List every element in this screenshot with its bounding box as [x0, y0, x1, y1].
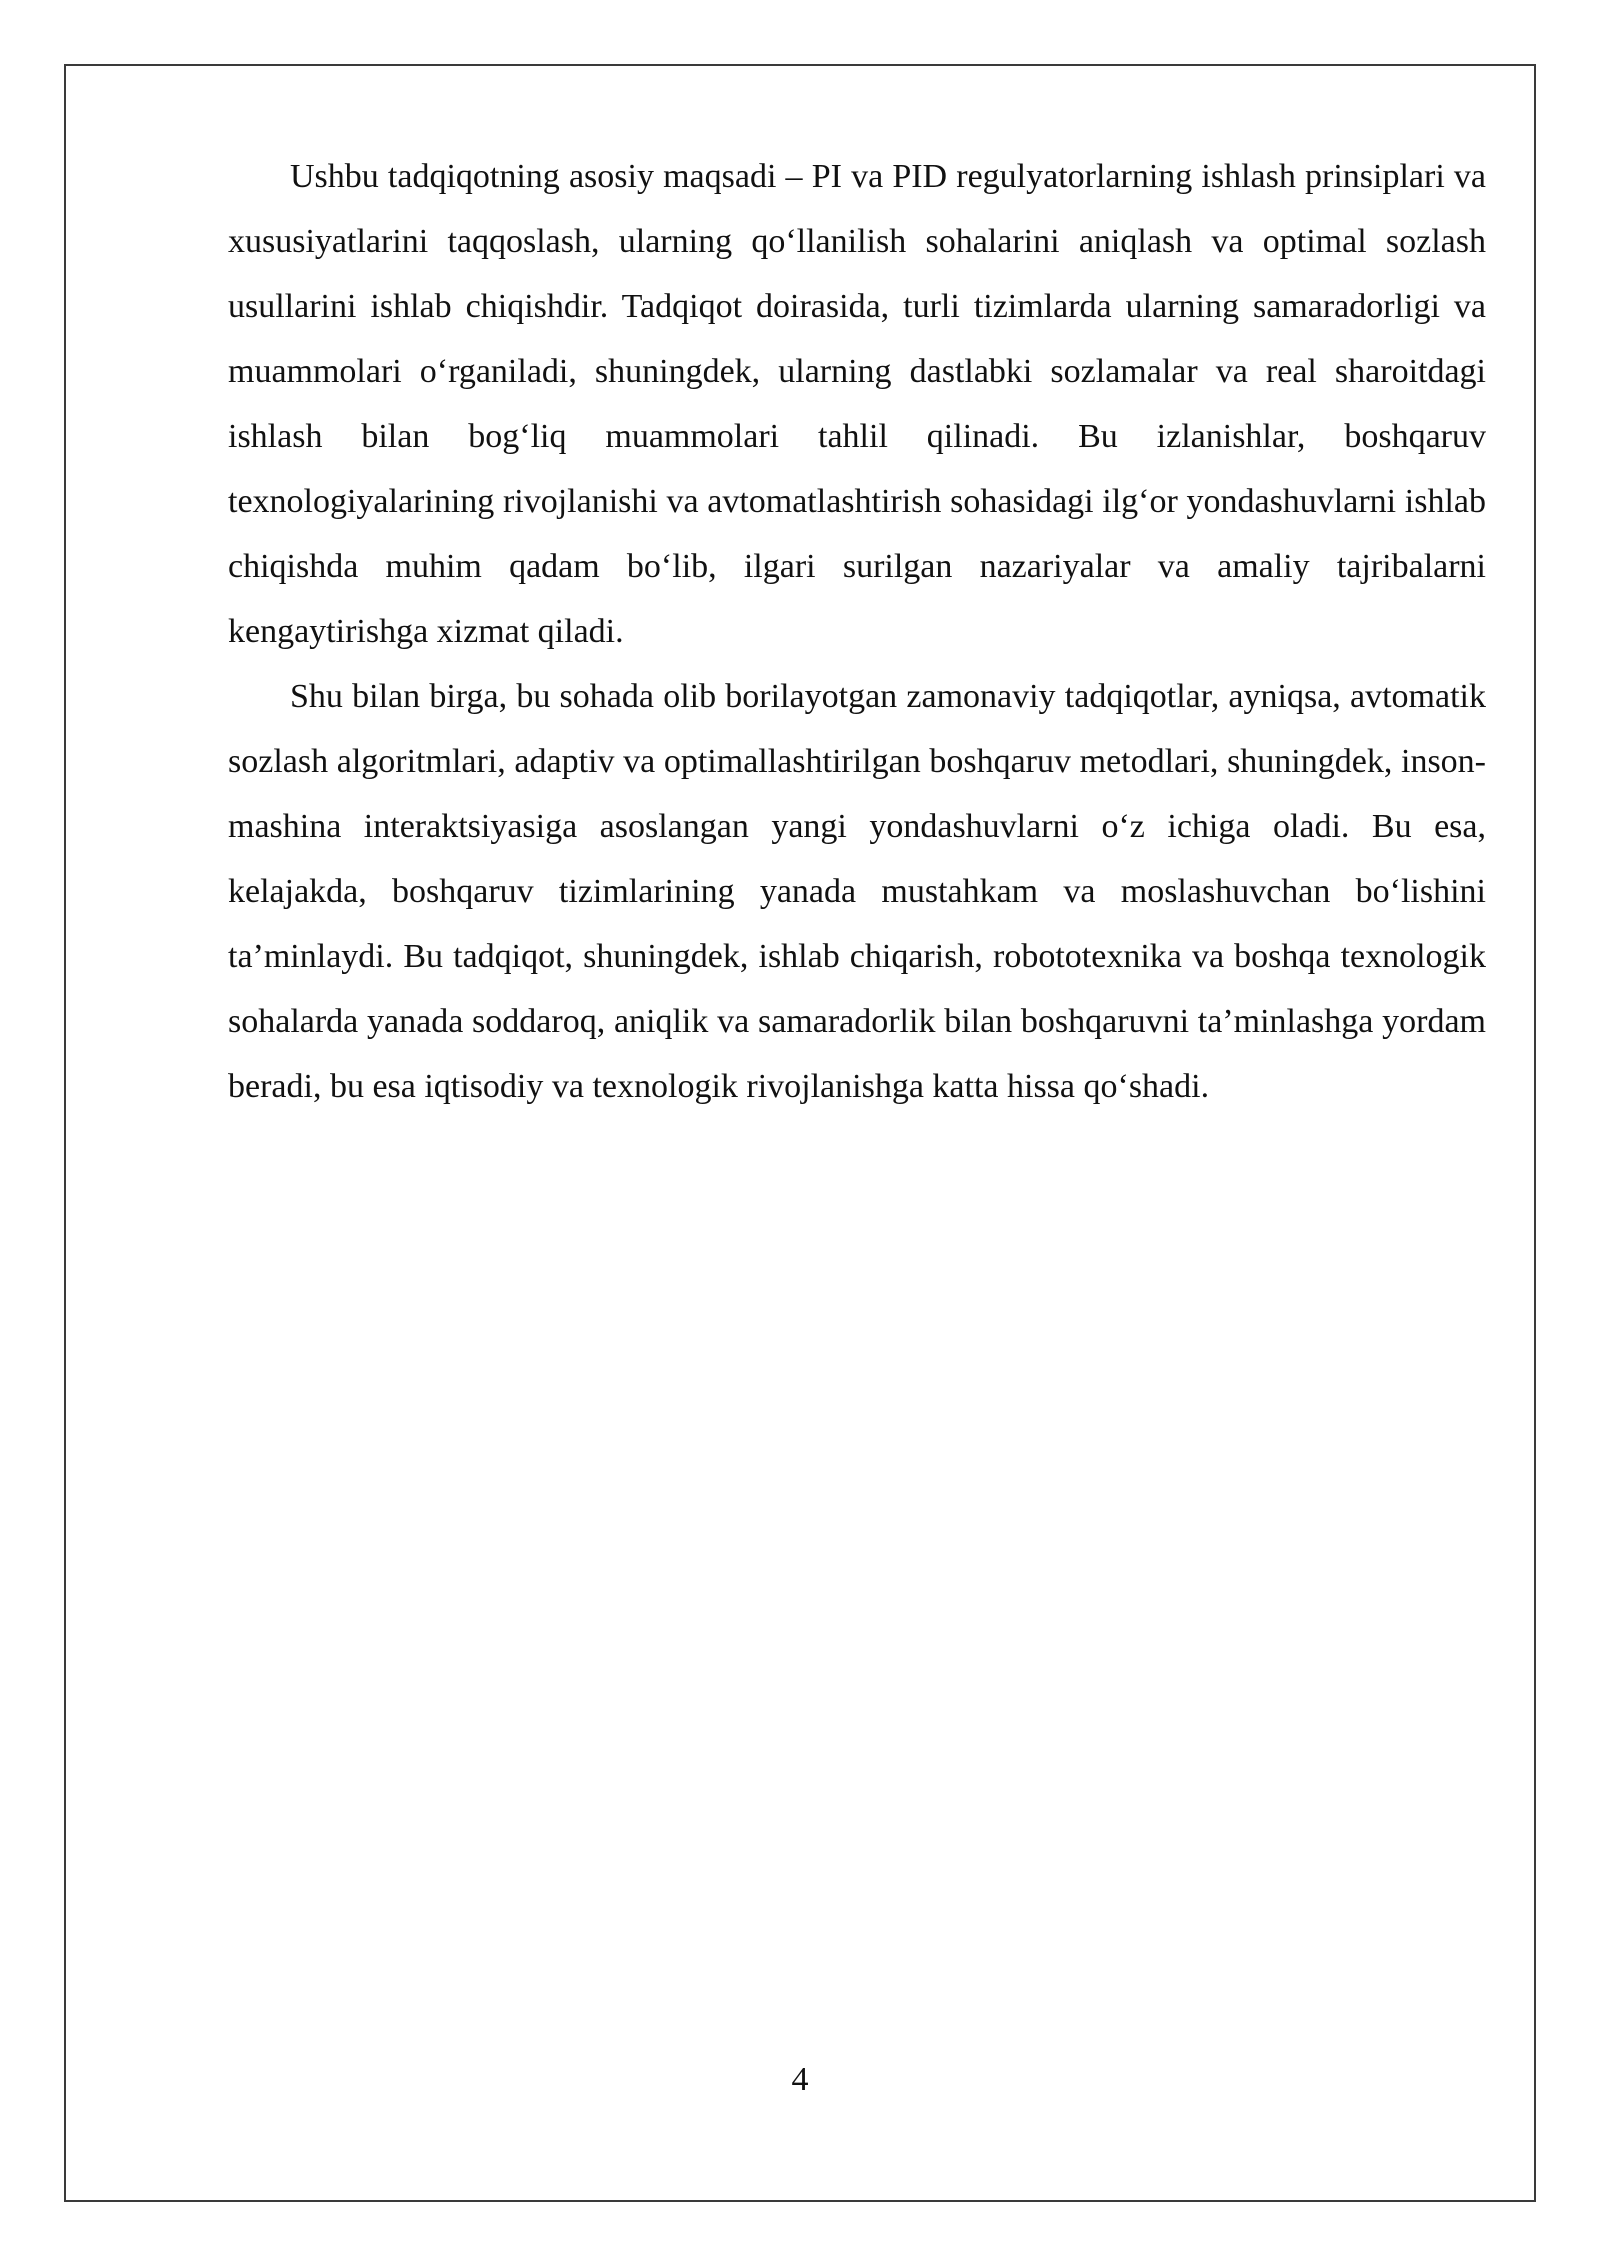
- paragraph-2: Shu bilan birga, bu sohada olib borilayotgan zamonaviy tadqiqotlar, ayniqsa, avtomatik sozlash algoritmlari, adaptiv va optimallashtirilgan boshqaruv metodlari, shuningdek, inson-mashina interaktsiyasiga asoslangan yangi yondashuvlarni o‘z ichiga oladi. Bu esa, kelajakda, boshqaruv tizimlarining yanada mustahkam va moslashuvchan bo‘lishini ta’minlaydi. Bu tadqiqot, shuningdek, ishlab chiqarish, robototexnika va boshqa texnologik sohalarda yanada soddaroq, aniqlik va samaradorlik bilan boshqaruvni ta’minlashga yordam beradi, bu esa iqtisodiy va texnologik rivojlanishga katta hissa qo‘shadi.: [228, 678, 1486, 1105]
- document-body: [228, 144, 1486, 1119]
- page-number: 4: [791, 2061, 809, 2098]
- paragraph-1: Ushbu tadqiqotning asosiy maqsadi – PI va PID regulyatorlarning ishlash prinsiplari va xususiyatlarini taqqoslash, ularning qo‘llanilish sohalarini aniqlash va optimal sozlash usullarini ishlab chiqishdir. Tadqiqot doirasida, turli tizimlarda ularning samaradorligi va muammolari o‘rganiladi, shuningdek, ularning dastlabki sozlamalar va real sharoitdagi ishlash bilan bog‘liq muammolari tahlil qilinadi. Bu izlanishlar, boshqaruv texnologiyalarining rivojlanishi va avtomatlashtirish sohasidagi ilg‘or yondashuvlarni ishlab chiqishda muhim qadam bo‘lib, ilgari surilgan nazariyalar va amaliy tajribalarni kengaytirishga xizmat qiladi.: [228, 158, 1486, 650]
